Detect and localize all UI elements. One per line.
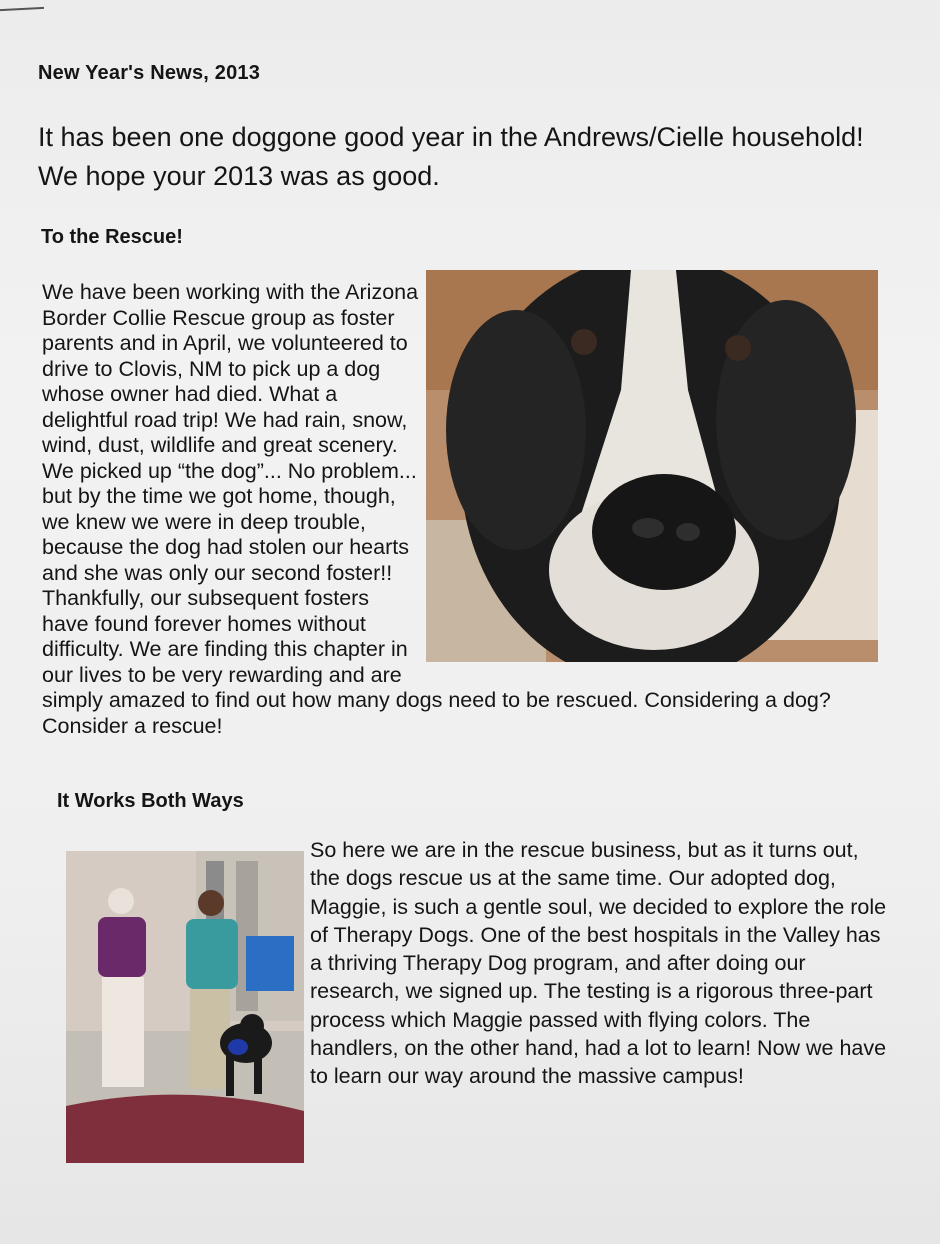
- page-edge-mark: [0, 7, 44, 11]
- therapy-walk-illustration: [66, 851, 304, 1163]
- rescue-section: [42, 280, 878, 739]
- section-heading-therapy: It Works Both Ways: [57, 790, 244, 812]
- intro-paragraph: It has been one doggone good year in the Andrews/Cielle household! We hope your 2013 was as good.: [38, 122, 864, 191]
- therapy-body-text: So here we are in the rescue business, but as it turns out, the dogs rescue us at the same time. Our adopted dog, Maggie, is such a gentle soul, we decided to explore the role of Therapy Dogs. One of the best hospitals in the Valley has a thriving Therapy Dog program, and after doing our research, we signed up. The testing is a rigorous three-part process which Maggie passed with flying colors. The handlers, on the other hand, had a lot to learn! Now we have to learn our way around the massive campus!: [310, 838, 887, 1089]
- rescue-body-text: We have been working with the Arizona Border Collie Rescue group as foster parents and in April, we volunteered to drive to Clovis, NM to pick up a dog whose owner had died. What a delightful road trip! We had rain, snow, wind, dust, wildlife and great scenery. We picked up “the dog”... No problem... but by the time we got home, though, we knew we were in deep trouble, because the dog had stolen our hearts and she was only our second foster!! Thankfully, our subsequent fosters have found forever homes without difficulty. We are finding this chapter in our lives to be very rewarding and are simply amazed to find out how many dogs need to be rescued. Considering a dog? Consider a rescue!: [42, 280, 831, 738]
- document-title: New Year's News, 2013: [38, 62, 261, 84]
- therapy-walk-photo: [66, 851, 304, 1163]
- dog-closeup-photo: [426, 270, 878, 662]
- dog-closeup-illustration: [426, 270, 878, 662]
- section-heading-rescue: To the Rescue!: [41, 226, 183, 248]
- therapy-section: [66, 836, 888, 1169]
